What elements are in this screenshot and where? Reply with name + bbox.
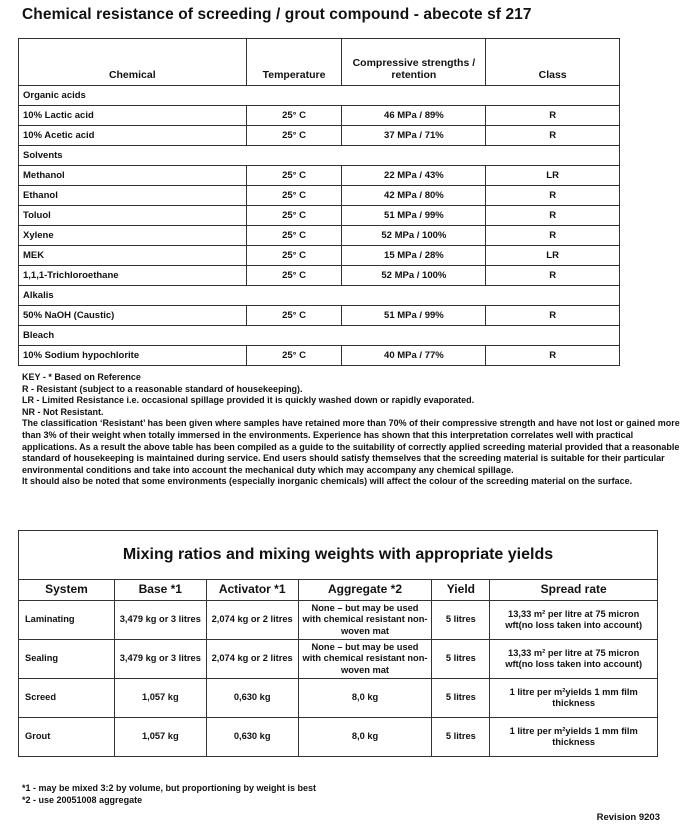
table-row [19,679,658,718]
table-row [19,266,620,286]
page-title: Chemical resistance of screeding / grout compound - abecote sf 217 [22,6,532,23]
mixing-cell: Screed [19,679,115,718]
key-line: It should also be noted that some environments (especially inorganic chemicals) will affect the colour of the screeding material on the surface. [22,476,633,487]
mixing-cell: 1,057 kg [114,718,206,757]
cell-chemical: 10% Lactic acid [19,106,247,126]
cell-chemical: Xylene [19,226,247,246]
header-chemical: Chemical [19,39,247,86]
cell-strength: 37 MPa / 71% [342,126,486,146]
mixing-header-cell: Spread rate [490,580,658,601]
cell-class: LR [486,246,620,266]
cell-temperature: 25° C [246,306,342,326]
key-line: LR - Limited Resistance i.e. occasional spillage provided it is quickly washed down or rapidly evaporated. [22,395,475,406]
category-row [19,286,620,306]
cell-strength: 51 MPa / 99% [342,206,486,226]
cell-chemical: 1,1,1-Trichloroethane [19,266,247,286]
cell-class: R [486,106,620,126]
cell-class: LR [486,166,620,186]
cell-strength: 15 MPa / 28% [342,246,486,266]
mixing-header-cell: Base *1 [114,580,206,601]
cell-temperature: 25° C [246,106,342,126]
mixing-cell: 5 litres [432,679,490,718]
mixing-cell: None – but may be used with chemical resistant non-woven mat [298,640,432,679]
revision-label: Revision 9203 [596,812,660,823]
mixing-cell: 8,0 kg [298,679,432,718]
cell-class: R [486,206,620,226]
cell-class: R [486,306,620,326]
table-row [19,186,620,206]
footnote-line: *1 - may be mixed 3:2 by volume, but proportioning by weight is best [22,783,317,793]
mixing-table-caption: Mixing ratios and mixing weights with appropriate yields [19,531,658,580]
cell-temperature: 25° C [246,266,342,286]
mixing-table-body [19,601,658,757]
cell-strength: 40 MPa / 77% [342,346,486,366]
footnotes [22,783,316,806]
mixing-header-cell: Yield [432,580,490,601]
key-line: The classification ‘Resistant’ has been given where samples have retained more than 70% of their compressive strength and have not lost or gained more than 3% of their weight when totally immersed in the environments. Experience has shown that this interpretation correlates well with practical applications. As a result the above table has been compiled as a guide to the suitability of correctly applied screeding material provided that a reasonable standard of housekeeping is maintained during service. End users should satisfy themselves that the screeding material is suitable for their particular environmental conditions and take into account the mechanical duty which may accompany any chemical spillage. [22,418,680,475]
category-row [19,86,620,106]
cell-strength: 46 MPa / 89% [342,106,486,126]
footnote-line: *2 - use 20051008 aggregate [22,794,143,805]
mixing-cell: 1,057 kg [114,679,206,718]
mixing-cell: 13,33 m² per litre at 75 micron wft(no loss taken into account) [490,601,658,640]
cell-strength: 22 MPa / 43% [342,166,486,186]
cell-temperature: 25° C [246,346,342,366]
cell-strength: 52 MPa / 100% [342,266,486,286]
table-header-row [19,39,620,86]
mixing-table [18,530,658,757]
cell-temperature: 25° C [246,206,342,226]
cell-chemical: 10% Acetic acid [19,126,247,146]
mixing-cell: Grout [19,718,115,757]
table-row [19,106,620,126]
chemical-resistance-table [18,38,620,366]
cell-chemical: Toluol [19,206,247,226]
header-temperature: Temperature [246,39,342,86]
mixing-cell: Sealing [19,640,115,679]
resistance-table-body [19,86,620,366]
table-row [19,246,620,266]
table-row [19,306,620,326]
category-row [19,326,620,346]
mixing-cell: 2,074 kg or 2 litres [206,640,298,679]
mixing-cell: 1 litre per m²yields 1 mm film thickness [490,718,658,757]
cell-chemical: 50% NaOH (Caustic) [19,306,247,326]
header-compressive: Compressive strengths / retention [342,39,486,86]
key-line: KEY - * Based on Reference [22,372,141,382]
cell-chemical: Methanol [19,166,247,186]
key-line: NR - Not Resistant. [22,406,104,417]
table-row [19,346,620,366]
cell-class: R [486,266,620,286]
cell-strength: 51 MPa / 99% [342,306,486,326]
mixing-header-cell: Activator *1 [206,580,298,601]
cell-class: R [486,226,620,246]
cell-temperature: 25° C [246,186,342,206]
mixing-header-cell: System [19,580,115,601]
category-label: Bleach [19,326,620,346]
table-row [19,601,658,640]
cell-strength: 42 MPa / 80% [342,186,486,206]
cell-strength: 52 MPa / 100% [342,226,486,246]
mixing-header-row [19,580,658,601]
table-row [19,206,620,226]
mixing-cell: 13,33 m² per litre at 75 micron wft(no loss taken into account) [490,640,658,679]
mixing-cell: 5 litres [432,640,490,679]
header-class: Class [486,39,620,86]
mixing-cell: 5 litres [432,718,490,757]
cell-class: R [486,126,620,146]
mixing-header-cell: Aggregate *2 [298,580,432,601]
cell-class: R [486,346,620,366]
cell-chemical: MEK [19,246,247,266]
cell-chemical: 10% Sodium hypochlorite [19,346,247,366]
cell-chemical: Ethanol [19,186,247,206]
table-row [19,640,658,679]
mixing-cell: 3,479 kg or 3 litres [114,640,206,679]
mixing-cell: 8,0 kg [298,718,432,757]
mixing-cell: None – but may be used with chemical resistant non-woven mat [298,601,432,640]
mixing-cell: 2,074 kg or 2 litres [206,601,298,640]
category-label: Organic acids [19,86,620,106]
cell-temperature: 25° C [246,226,342,246]
key-line: R - Resistant (subject to a reasonable standard of housekeeping). [22,383,303,394]
mixing-cell: 0,630 kg [206,679,298,718]
cell-class: R [486,186,620,206]
cell-temperature: 25° C [246,126,342,146]
table-row [19,166,620,186]
category-label: Alkalis [19,286,620,306]
mixing-cell: 3,479 kg or 3 litres [114,601,206,640]
cell-temperature: 25° C [246,246,342,266]
table-row [19,126,620,146]
key-legend [22,372,682,488]
category-label: Solvents [19,146,620,166]
mixing-cell: 1 litre per m²yields 1 mm film thickness [490,679,658,718]
mixing-cell: 5 litres [432,601,490,640]
mixing-cell: 0,630 kg [206,718,298,757]
mixing-cell: Laminating [19,601,115,640]
table-row [19,718,658,757]
table-row [19,226,620,246]
category-row [19,146,620,166]
cell-temperature: 25° C [246,166,342,186]
